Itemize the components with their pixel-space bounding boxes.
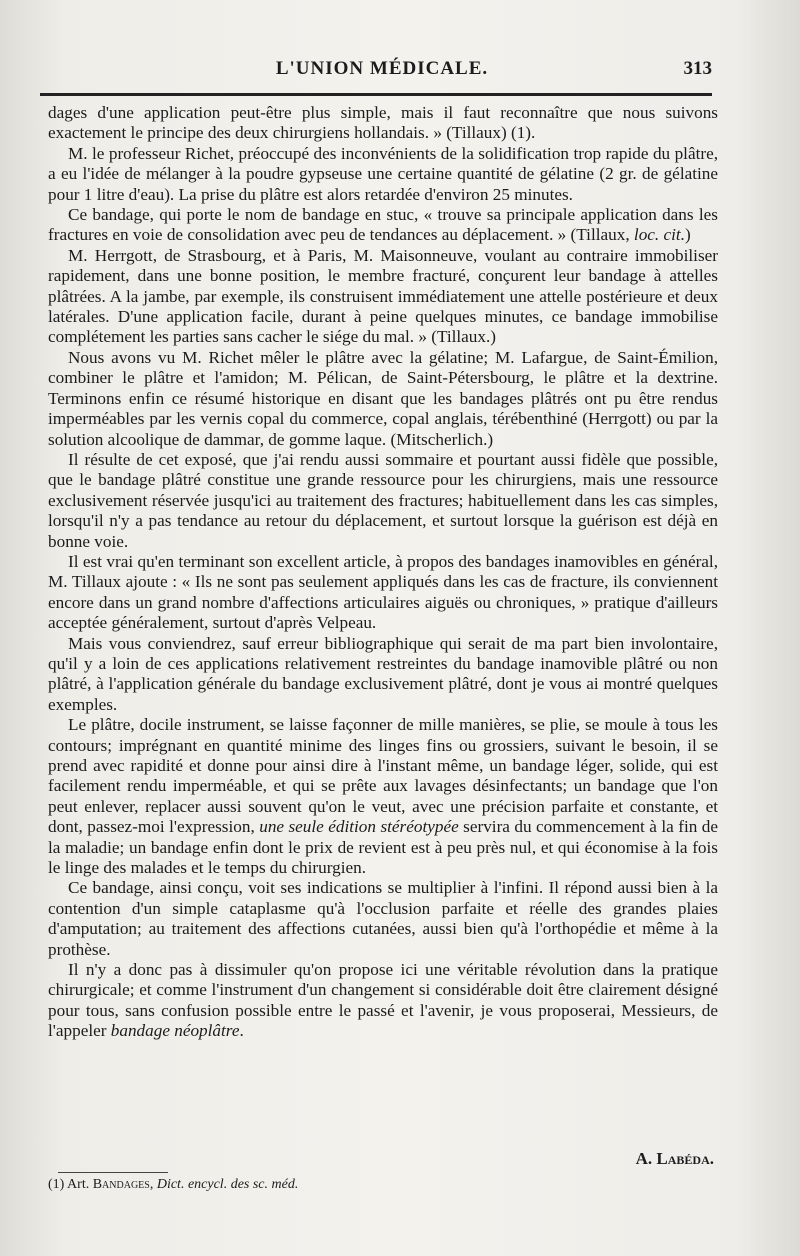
paragraph-9-text-b: servira du commencement à la fin de la maladie; un bandage enfin dont le prix de revient est à peu près nul, et qui économise à la fois le linge des malades et le temps du chirurgien. xyxy=(48,817,718,878)
paragraph-3-italic: loc. cit. xyxy=(633,225,685,245)
footnote xyxy=(48,1176,688,1194)
paragraph-3-text-a: Ce bandage, qui porte le nom de bandage en stuc, « trouve sa principale application dans les fractures en voie de consolidation avec peu de tendances au déplacement. » (Tillaux, xyxy=(48,205,718,245)
paragraph-7: Il est vrai qu'en terminant son excellent article, à propos des bandages inamovibles en général, M. Tillaux ajoute : « Ils ne sont pas seulement appliqués dans les cas de fracture, ils conviennent encore dans un grand nombre d'affections articulaires aiguës ou chroniques, » pratique d'ailleurs acceptée généralement, surtout d'après Velpeau. xyxy=(48,551,718,633)
paragraph-1: dages d'une application peut-être plus simple, mais il faut reconnaître que nous suivons exactement le principe des deux chirurgiens hollandais. » (Tillaux) (1). xyxy=(48,103,718,143)
paragraph-3 xyxy=(48,205,718,246)
paragraph-9 xyxy=(48,715,718,878)
page-header xyxy=(52,58,712,88)
paragraph-11 xyxy=(48,960,718,1042)
paragraph-10: Ce bandage, ainsi conçu, voit ses indications se multiplier à l'infini. Il répond aussi bien à la contention d'un simple cataplasme qu'à l'occlusion parfaite et réelle des grandes plaies d'amputation; au traitement des affections cutanées, aussi bien qu'à l'orthopédie et même à la prothèse. xyxy=(48,878,718,959)
page-number: 313 xyxy=(683,58,712,79)
footnote-reference: Dict. encycl. des sc. méd. xyxy=(156,1177,299,1192)
paragraph-11-text-a: Il n'y a donc pas à dissimuler qu'on propose ici une véritable révolution dans la pratique chirurgicale; et comme l'instrument d'un changement si considérable doit être clairement désigné pour tous, sans confusion possible entre le passé et l'avenir, je vous proposerai, Messieurs, de l'appeler xyxy=(48,960,718,1041)
paragraph-8: Mais vous conviendrez, sauf erreur bibliographique qui serait de ma part bien involontaire, qu'il y a loin de ces applications relativement restreintes du bandage inamovible plâtré ou non plâtré, à l'application générale du bandage exclusivement plâtré, dont je vous ai montré quelques exemples. xyxy=(48,633,718,714)
author-signature: A. Labéda. xyxy=(635,1149,714,1168)
paragraph-9-text-a: Le plâtre, docile instrument, se laisse façonner de mille manières, se plie, se moule à tous les contours; imprégnant en quantité minime des linges fins ou grossiers, suivant le besoin, il se prend avec rapidité et donne pour ainsi dire à l'instant même, un bandage léger, solide, qui est facilement rendu imperméable, et qui se prête aux lavages désinfectants; un bandage que l'on peut enlever, replacer aussi souvent qu'on le veut, avec une précision parfaite et constante, et dont, passez-moi l'expression, xyxy=(48,715,718,837)
header-rule xyxy=(40,93,712,96)
paragraph-9-italic: une seule édition stéréotypée xyxy=(259,817,459,837)
paragraph-11-text-b: . xyxy=(239,1021,244,1041)
paragraph-6: Il résulte de cet exposé, que j'ai rendu aussi sommaire et pourtant aussi fidèle que possible, que le bandage plâtré constitue une grande ressource pour les chirurgiens, mais une ressource exclusivement réservée jusqu'ici au traitement des fractures; habituellement dans les cas simples, lorsqu'il n'y a pas tendance au retour du déplacement, et surtout lorsque la guérison est déjà en bonne voie. xyxy=(48,449,718,551)
paragraph-2: M. le professeur Richet, préoccupé des inconvénients de la solidification trop rapide du plâtre, a eu l'idée de mélanger à la poudre gypseuse une certaine quantité de gélatine (2 gr. de gélatine pour 1 litre d'eau). La prise du plâtre est alors retardée d'environ 25 minutes. xyxy=(48,143,718,204)
paragraph-11-italic: bandage néoplâtre xyxy=(110,1021,240,1041)
footnote-rule xyxy=(58,1172,168,1173)
paragraph-4: M. Herrgott, de Strasbourg, et à Paris, M. Maisonneuve, voulant au contraire immobiliser rapidement, dans une bonne position, le membre fracturé, conçurent leur bandage à attelles plâtrées. A la jambe, par exemple, ils construisent immédiatement une attelle postérieure et deux latérales. D'une application facile, durant à peine quelques minutes, ce bandage immobilise complétement les parties sans cacher le siége du mal. » (Tillaux.) xyxy=(48,245,718,347)
paragraph-3-text-b: ) xyxy=(685,225,691,245)
running-title: L'UNION MÉDICALE. xyxy=(275,58,489,79)
paragraph-5: Nous avons vu M. Richet mêler le plâtre avec la gélatine; M. Lafargue, de Saint-Émilion, combiner le plâtre et l'amidon; M. Pélican, de Saint-Pétersbourg, le plâtre et la dextrine. Terminons enfin ce résumé historique en disant que les bandages plâtrés ont pu être rendus imperméables par les vernis copal du commerce, copal anglais, térébenthiné (Herrgott) ou par la solution alcoolique de dammar, de gomme laque. (Mitscherlich.) xyxy=(48,347,718,449)
footnote-article: Bandages xyxy=(92,1177,150,1192)
footnote-separator: , xyxy=(149,1177,157,1192)
article-body xyxy=(48,103,718,1042)
footnote-marker: (1) Art. xyxy=(48,1177,90,1192)
